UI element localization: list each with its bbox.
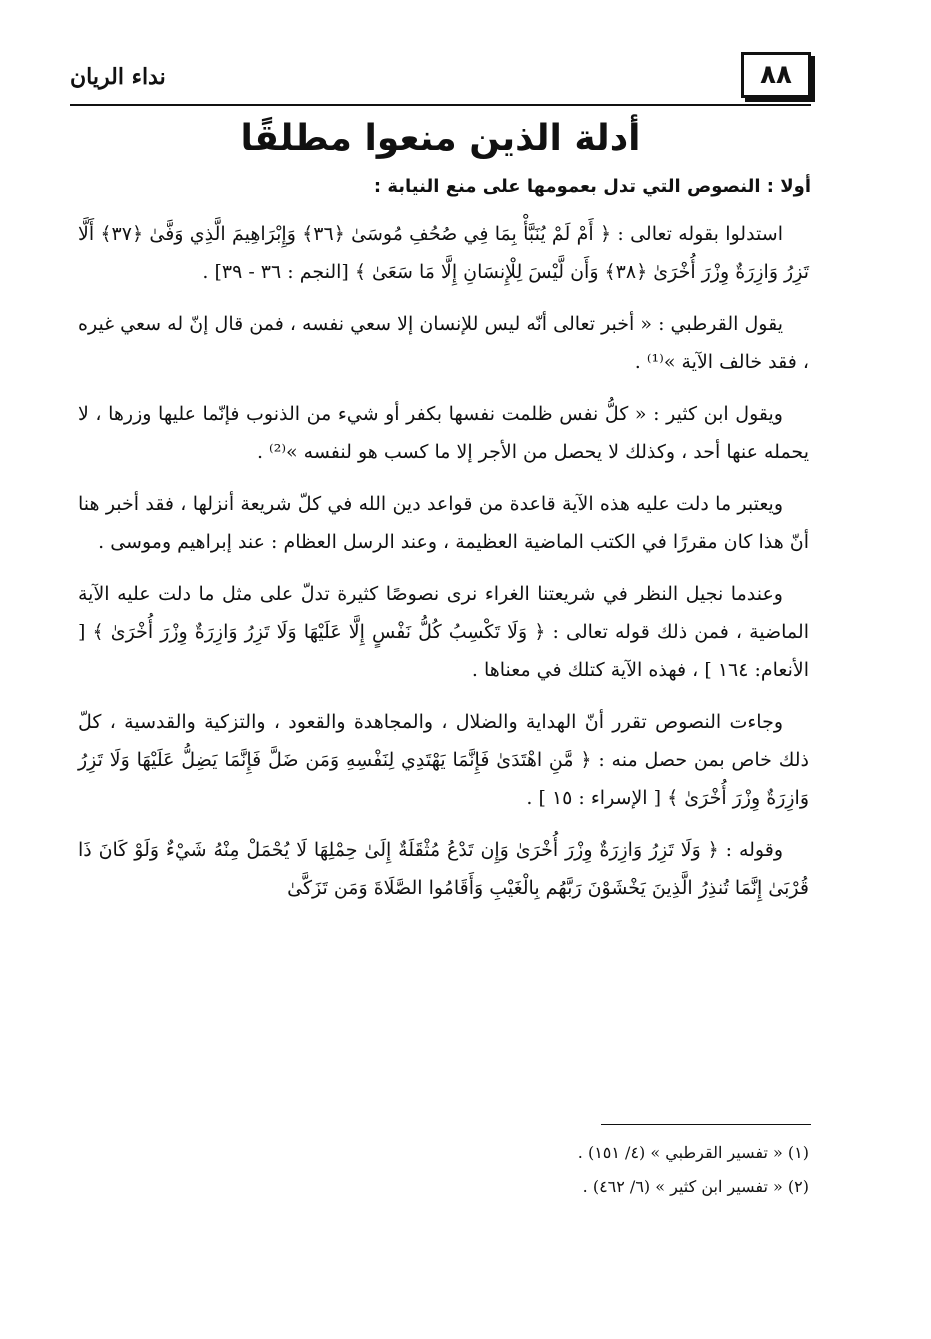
header-rule: [70, 104, 811, 106]
chapter-title: أدلة الذين منعوا مطلقًا: [240, 118, 641, 159]
paragraph: يقول القرطبي : « أخبر تعالى أنّه ليس للإنسان إلا سعي نفسه ، فمن قال إنّ له سعي غيره ، فقد خالف الآية »⁽¹⁾ .: [78, 313, 809, 373]
footnote: (٢) « تفسير ابن كثير » (٦/ ٤٦٢) .: [582, 1177, 809, 1196]
paragraph: وقوله : ﴿ وَلَا تَزِرُ وَازِرَةٌ وِزْرَ أُخْرَىٰ وَإِن تَدْعُ مُثْقَلَةٌ إِلَىٰ حِمْلِهَا لَا يُحْمَلْ مِنْهُ شَيْءٌ وَلَوْ كَانَ ذَا قُرْبَىٰ إِنَّمَا تُنذِرُ الَّذِينَ يَخْشَوْنَ رَبَّهُم بِالْغَيْبِ وَأَقَامُوا الصَّلَاةَ وَمَن تَزَكَّىٰ: [78, 839, 809, 899]
footnote-rule: [601, 1124, 811, 1125]
page-number: ٨٨: [741, 52, 811, 98]
page-header: [70, 52, 811, 100]
paragraph: وجاءت النصوص تقرر أنّ الهداية والضلال ، والمجاهدة والقعود ، والتزكية والقدسية ، كلّ ذلك خاص بمن حصل منه : ﴿ مَّنِ اهْتَدَىٰ فَإِنَّمَا يَهْتَدِي لِنَفْسِهِ وَمَن ضَلَّ فَإِنَّمَا يَضِلُّ عَلَيْهَا وَلَا تَزِرُ وَازِرَةٌ وِزْرَ أُخْرَىٰ ﴾ [ الإسراء : ١٥ ] .: [78, 711, 809, 809]
footnote: (١) « تفسير القرطبي » (٤/ ١٥١) .: [577, 1143, 809, 1162]
paragraph: وعندما نجيل النظر في شريعتنا الغراء نرى نصوصًا كثيرة تدلّ على مثل ما دلت عليه الآية الماضية ، فمن ذلك قوله تعالى : ﴿ وَلَا تَكْسِبُ كُلُّ نَفْسٍ إِلَّا عَلَيْهَا وَلَا تَزِرُ وَازِرَةٌ وِزْرَ أُخْرَىٰ ﴾ [ الأنعام: ١٦٤ ] ، فهذه الآية كتلك في معناها .: [78, 583, 809, 681]
section-heading: أولا : النصوص التي تدل بعمومها على منع النيابة :: [373, 176, 811, 197]
running-title: نداء الريان: [70, 64, 166, 90]
paragraph: ويقول ابن كثير : « كلُّ نفس ظلمت نفسها بكفر أو شيء من الذنوب فإنّما عليها وزرها ، لا يحمله عنها أحد ، وكذلك لا يحصل من الأجر إلا ما كسب هو لنفسه »⁽²⁾ .: [78, 403, 809, 463]
paragraph: استدلوا بقوله تعالى : ﴿ أَمْ لَمْ يُنَبَّأْ بِمَا فِي صُحُفِ مُوسَىٰ ﴿٣٦﴾ وَإِبْرَاهِيمَ الَّذِي وَفَّىٰ ﴿٣٧﴾ أَلَّا تَزِرُ وَازِرَةٌ وِزْرَ أُخْرَىٰ ﴿٣٨﴾ وَأَن لَّيْسَ لِلْإِنسَانِ إِلَّا مَا سَعَىٰ ﴾ [النجم : ٣٦ - ٣٩] .: [78, 223, 809, 283]
paragraph: ويعتبر ما دلت عليه هذه الآية قاعدة من قواعد دين الله في كلّ شريعة أنزلها ، فقد أخبر هنا أنّ هذا كان مقررًا في الكتب الماضية العظيمة ، وعند الرسل العظام : عند إبراهيم وموسى .: [78, 493, 809, 553]
body-text: [78, 215, 809, 921]
footnotes: [78, 1136, 809, 1204]
